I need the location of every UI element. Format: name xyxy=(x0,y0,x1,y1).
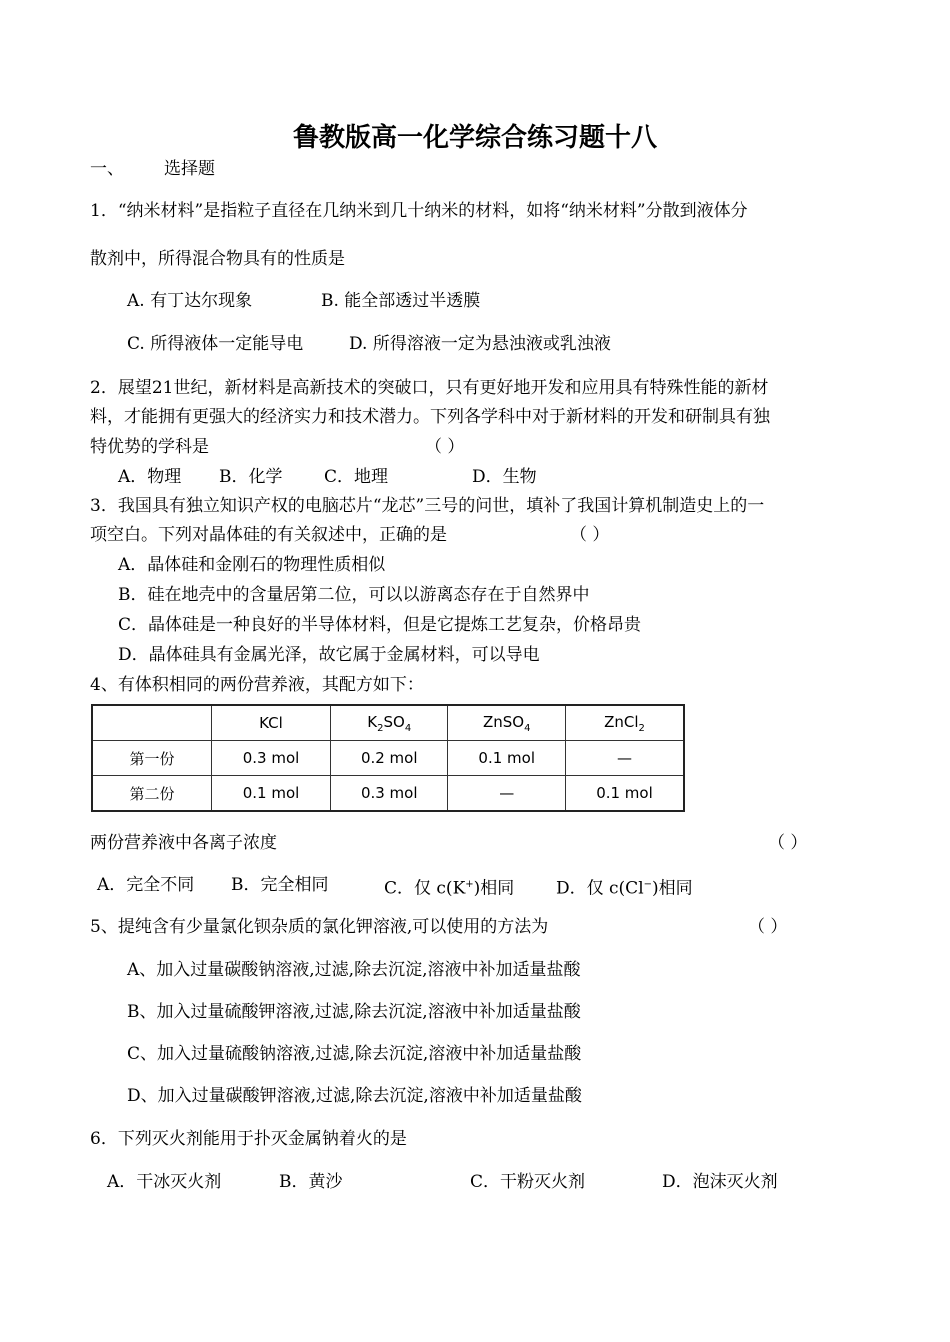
question-1-option-d: D. 所得溶液一定为悬浊液或乳浊液 xyxy=(349,334,611,354)
table-header-znso4: ZnSO$_4$ xyxy=(448,705,565,741)
question-4-text-line1: 4、有体积相同的两份营养液，其配方如下： xyxy=(90,675,424,695)
question-5-option-d: D、加入过量碳酸钾溶液,过滤,除去沉淀,溶液中补加适量盐酸 xyxy=(127,1086,582,1106)
question-1-text-line2: 散剂中，所得混合物具有的性质是 xyxy=(90,249,345,269)
question-4-option-d: D．仅 c(Cl−)相同 xyxy=(556,878,693,899)
question-4-text-line2: 两份营养液中各离子浓度 xyxy=(90,833,277,853)
question-5-option-a: A、加入过量碳酸钠溶液,过滤,除去沉淀,溶液中补加适量盐酸 xyxy=(127,960,581,980)
table-cell: 0.1 mol xyxy=(565,776,684,812)
table-header-kcl: KCl xyxy=(212,705,331,741)
table-row-label: 第一份 xyxy=(92,741,212,776)
question-5-text-line1: 5、提纯含有少量氯化钡杂质的氯化钾溶液,可以使用的方法为 xyxy=(90,917,549,937)
question-2-option-d: D．生物 xyxy=(472,467,537,487)
table-cell: 0.1 mol xyxy=(448,741,565,776)
question-3-option-b: B．硅在地壳中的含量居第二位，可以以游离态存在于自然界中 xyxy=(118,585,590,605)
question-3-option-a: A．晶体硅和金刚石的物理性质相似 xyxy=(118,555,386,575)
question-2-text-line2: 料，才能拥有更强大的经济实力和技术潜力。下列各学科中对于新材料的开发和研制具有独 xyxy=(90,407,770,427)
table-row-label: 第二份 xyxy=(92,776,212,812)
question-4-option-a: A．完全不同 xyxy=(97,875,195,895)
question-6-option-c: C．干粉灭火剂 xyxy=(470,1172,586,1192)
question-2-text-line3: 特优势的学科是 xyxy=(90,437,209,457)
table-cell: 0.2 mol xyxy=(331,741,448,776)
table-cell: 0.1 mol xyxy=(212,776,331,812)
question-1-option-c: C. 所得液体一定能导电 xyxy=(127,334,304,354)
section-index: 一、 xyxy=(90,159,124,179)
table-header-zncl2: ZnCl$_2$ xyxy=(565,705,684,741)
question-2-option-a: A．物理 xyxy=(118,467,182,487)
section-label: 选择题 xyxy=(164,159,215,179)
table-cell: — xyxy=(565,741,684,776)
table-cell: 0.3 mol xyxy=(212,741,331,776)
question-1-text-line1: 1．“纳米材料”是指粒子直径在几纳米到几十纳米的材料，如将“纳米材料”分散到液体分 xyxy=(90,201,748,221)
page-title: 鲁教版高一化学综合练习题十八 xyxy=(292,123,657,153)
question-4-option-c: C．仅 c(K+)相同 xyxy=(384,878,515,899)
question-5-answer-blank: （ ） xyxy=(748,917,788,937)
table-row xyxy=(92,741,684,776)
table-header-row xyxy=(92,705,684,741)
question-3-text-line2: 项空白。下列对晶体硅的有关叙述中，正确的是 xyxy=(90,525,447,545)
table-row xyxy=(92,776,684,812)
question-6-text-line1: 6．下列灭火剂能用于扑灭金属钠着火的是 xyxy=(90,1129,407,1149)
question-3-option-d: D．晶体硅具有金属光泽，故它属于金属材料，可以导电 xyxy=(118,645,540,665)
question-1-option-b: B. 能全部透过半透膜 xyxy=(321,291,481,311)
question-2-answer-blank: （ ） xyxy=(425,437,465,457)
question-3-answer-blank: （ ） xyxy=(570,525,610,545)
question-3-option-c: C．晶体硅是一种良好的半导体材料，但是它提炼工艺复杂，价格昂贵 xyxy=(118,615,642,635)
question-6-option-a: A．干冰灭火剂 xyxy=(107,1172,222,1192)
question-5-option-b: B、加入过量硫酸钾溶液,过滤,除去沉淀,溶液中补加适量盐酸 xyxy=(127,1002,581,1022)
table-cell: 0.3 mol xyxy=(331,776,448,812)
table-corner-cell xyxy=(92,705,212,741)
question-2-text-line1: 2．展望21世纪，新材料是高新技术的突破口，只有更好地开发和应用具有特殊性能的新材 xyxy=(90,378,769,398)
question-3-text-line1: 3．我国具有独立知识产权的电脑芯片“龙芯”三号的问世，填补了我国计算机制造史上的一 xyxy=(90,496,765,516)
question-1-option-a: A. 有丁达尔现象 xyxy=(127,291,253,311)
question-4-option-b: B．完全相同 xyxy=(231,875,329,895)
table-header-k2so4: $K_2SO_4$ xyxy=(331,705,448,741)
question-5-option-c: C、加入过量硫酸钠溶液,过滤,除去沉淀,溶液中补加适量盐酸 xyxy=(127,1044,582,1064)
nutrient-formula-table xyxy=(91,704,685,812)
question-4-answer-blank: （ ） xyxy=(768,833,808,853)
question-2-option-c: C．地理 xyxy=(324,467,389,487)
question-2-option-b: B．化学 xyxy=(219,467,283,487)
question-6-option-d: D．泡沫灭火剂 xyxy=(662,1172,778,1192)
table-cell: — xyxy=(448,776,565,812)
question-6-option-b: B．黄沙 xyxy=(279,1172,343,1192)
